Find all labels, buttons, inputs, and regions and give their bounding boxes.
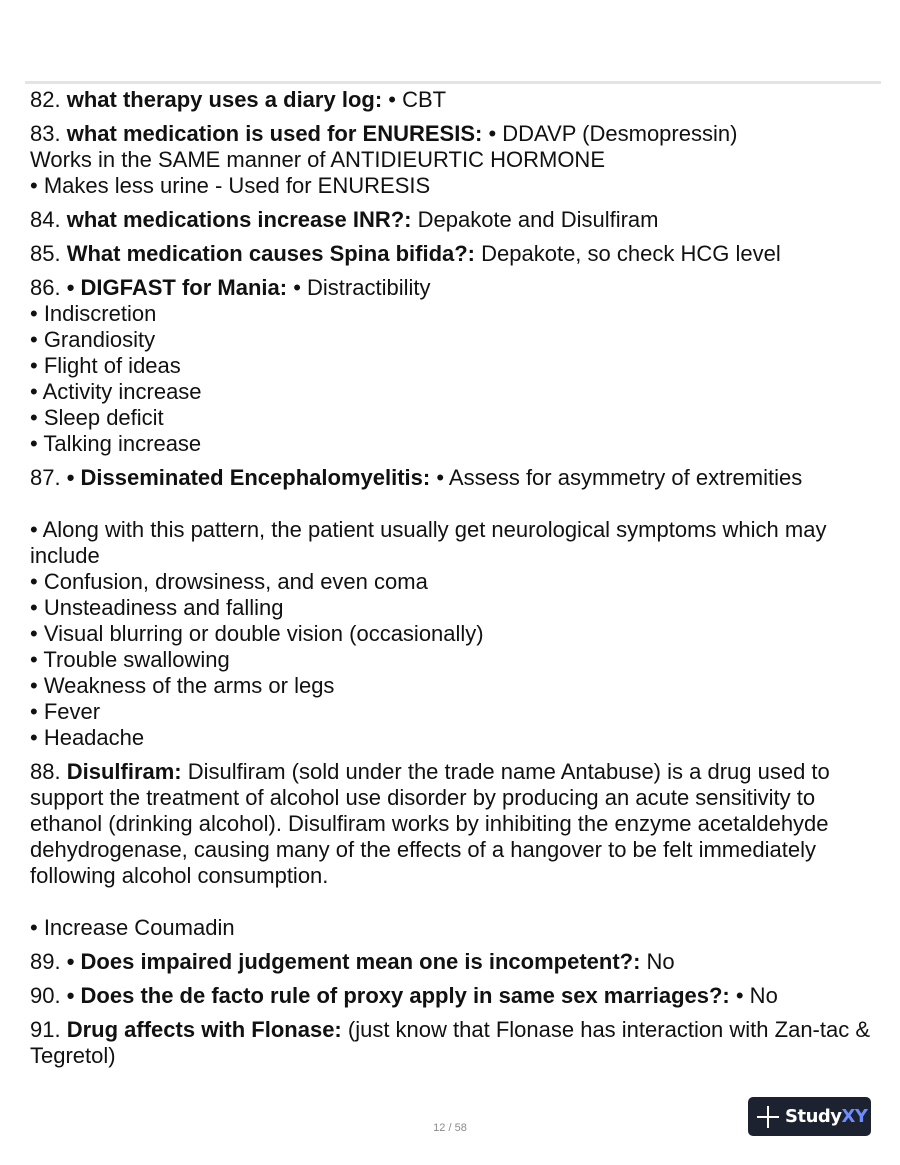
item-answer: • Distractibility: [287, 275, 431, 300]
item-number: 88.: [30, 759, 61, 784]
blank-line: [30, 889, 876, 915]
page-number: 12 / 58: [433, 1122, 467, 1134]
qa-item-86: [30, 275, 876, 457]
item-answer: (just know that Flonase has interaction with Zan-tac & Tegretol): [30, 1017, 871, 1068]
item-answer: • DDAVP (Desmopressin): [482, 121, 738, 146]
qa-item-83: [30, 121, 876, 199]
item-answer: • CBT: [382, 87, 447, 112]
item-detail-line: • Unsteadiness and falling: [30, 595, 284, 620]
item-question: what therapy uses a diary log:: [66, 87, 383, 112]
item-detail-line: • Visual blurring or double vision (occasionally): [30, 621, 484, 646]
item-detail-line: • Increase Coumadin: [30, 915, 235, 940]
item-detail-line: • Activity increase: [30, 379, 202, 404]
item-number: 89.: [30, 949, 61, 974]
item-detail-line: • Talking increase: [30, 431, 202, 456]
item-detail-line: • Indiscretion: [30, 301, 157, 326]
item-detail-line: • Fever: [30, 699, 101, 724]
item-answer: Disulfiram (sold under the trade name Antabuse) is a drug used to support the treatment of alcohol use disorder by producing an acute sensitivity to ethanol (drinking alcohol). Disulfiram works by inhibiting the enzyme acetaldehyde dehydrogenase, causing many of the effects of a hangover to be felt immediately following alcohol consumption.: [30, 759, 830, 888]
item-detail-line: • Grandiosity: [30, 327, 156, 352]
item-number: 83.: [30, 121, 61, 146]
item-answer: Depakote, so check HCG level: [475, 241, 781, 266]
studyxy-logo: [748, 1097, 871, 1136]
item-question: • Disseminated Encephalomyelitis:: [66, 465, 431, 490]
item-number: 86.: [30, 275, 61, 300]
qa-item-91: [30, 1017, 876, 1069]
plus-icon: [757, 1106, 779, 1128]
item-question: Disulfiram:: [66, 759, 182, 784]
item-number: 85.: [30, 241, 61, 266]
item-answer: Depakote and Disulfiram: [411, 207, 659, 232]
qa-item-90: [30, 983, 876, 1009]
item-detail-line: • Weakness of the arms or legs: [30, 673, 335, 698]
logo-main-text: Study: [785, 1106, 842, 1127]
qa-item-84: [30, 207, 876, 233]
item-detail-line: • Along with this pattern, the patient usually get neurological symptoms which may include: [30, 517, 827, 568]
qa-item-87: [30, 465, 876, 751]
item-question: • Does the de facto rule of proxy apply in same sex marriages?:: [66, 983, 730, 1008]
qa-item-82: [30, 87, 876, 113]
qa-item-88: [30, 759, 876, 941]
item-question: Drug affects with Flonase:: [66, 1017, 342, 1042]
item-question: what medications increase INR?:: [66, 207, 412, 232]
item-detail-line: • Makes less urine - Used for ENURESIS: [30, 173, 431, 198]
item-detail-line: • Sleep deficit: [30, 405, 164, 430]
item-answer: • No: [729, 983, 778, 1008]
item-number: 84.: [30, 207, 61, 232]
item-question: • Does impaired judgement mean one is incompetent?:: [66, 949, 641, 974]
item-number: 90.: [30, 983, 61, 1008]
item-number: 91.: [30, 1017, 61, 1042]
top-divider: [25, 81, 881, 84]
qa-item-89: [30, 949, 876, 975]
item-detail-line: Works in the SAME manner of ANTIDIEURTIC HORMONE: [30, 147, 605, 172]
item-number: 82.: [30, 87, 61, 112]
logo-text: [785, 1106, 867, 1127]
item-detail-line: • Flight of ideas: [30, 353, 181, 378]
item-answer: • Assess for asymmetry of extremities: [430, 465, 803, 490]
item-question: • DIGFAST for Mania:: [66, 275, 288, 300]
item-detail-line: • Confusion, drowsiness, and even coma: [30, 569, 428, 594]
item-question: What medication causes Spina bifida?:: [66, 241, 476, 266]
blank-line: [30, 491, 876, 517]
document-body: [30, 87, 876, 1077]
item-question: what medication is used for ENURESIS:: [66, 121, 483, 146]
logo-accent-text: XY: [841, 1106, 868, 1127]
item-detail-line: • Headache: [30, 725, 145, 750]
item-answer: No: [640, 949, 675, 974]
item-detail-line: • Trouble swallowing: [30, 647, 230, 672]
item-number: 87.: [30, 465, 61, 490]
qa-item-85: [30, 241, 876, 267]
